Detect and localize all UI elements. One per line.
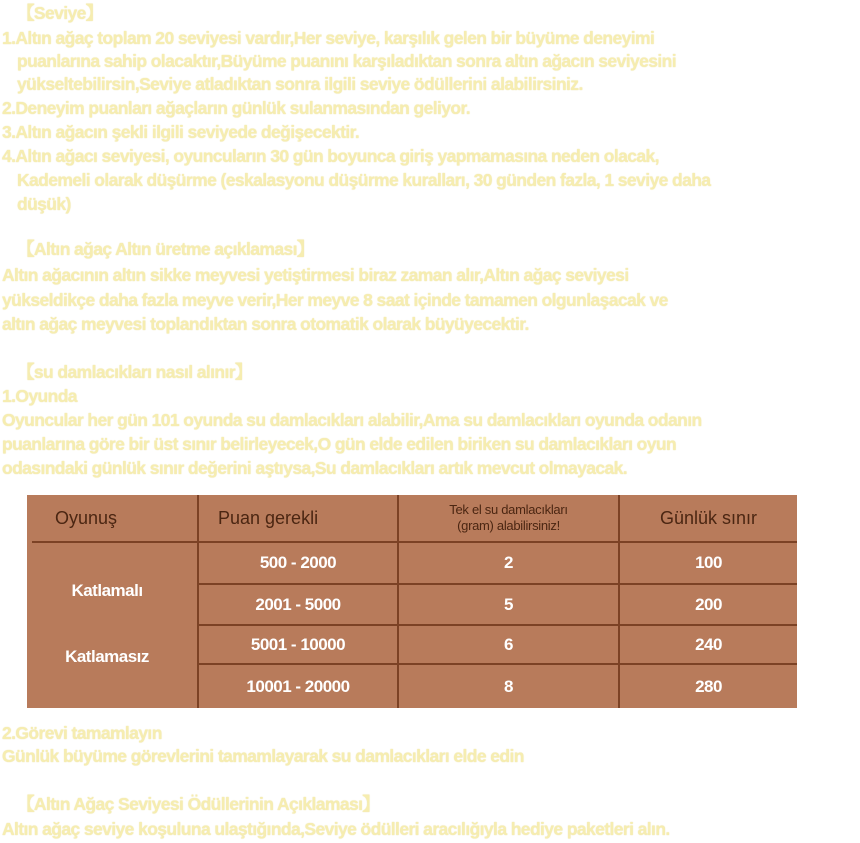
table-cell-droplets: 6 — [504, 634, 513, 654]
level-rule-4-line-3: düşük) — [17, 194, 71, 214]
table-cell-limit: 240 — [695, 634, 722, 654]
task-subheading: 2.Görevi tamamlayın — [2, 723, 162, 743]
level-rule-3: 3.Altın ağacın şekli ilgili seviyede değişecektir. — [2, 122, 360, 142]
table-cell-droplets: 5 — [504, 594, 513, 614]
table-cell-points: 500 - 2000 — [259, 553, 337, 572]
table-cell-limit: 200 — [695, 594, 722, 614]
gold-section-title: 【Altın ağaç Altın üretme açıklaması】 — [17, 239, 314, 259]
level-rule-4-line-2: Kademeli olarak düşürme (eskalasyonu düşürme kuralları, 30 günden fazla, 1 seviye daha — [17, 170, 711, 190]
table-header-daily-limit: Günlük sınır — [659, 507, 758, 528]
water-description-line-2: puanlarına göre bir üst sınır belirleyecek,O gün elde edilen biriken su damlacıkları oyun — [2, 434, 677, 454]
level-rule-2: 2.Deneyim puanları ağaçların günlük sulanmasından geliyor. — [2, 98, 470, 118]
level-rule-1-line-1: 1.Altın ağaç toplam 20 seviyesi vardır,Her seviye, karşılık gelen bir büyüme deneyimi — [2, 28, 655, 48]
level-section-title: 【Seviye】 — [17, 3, 103, 23]
water-description-line-1: Oyuncular her gün 101 oyunda su damlacıkları alabilir,Ama su damlacıkları oyunda odanın — [2, 410, 702, 430]
table-cell-droplets: 2 — [504, 553, 513, 572]
table-header-points: Puan gerekli — [218, 507, 319, 528]
water-description-line-3: odasındaki günlük sınır değerini aştıysa,Su damlacıkları artık mevcut olmayacak. — [2, 458, 628, 478]
table-header-game: Oyunuş — [55, 507, 118, 528]
table-cell-points: 5001 - 10000 — [250, 634, 346, 654]
reward-section-title: 【Altın Ağaç Seviyesi Ödüllerinin Açıklaması】 — [17, 794, 380, 814]
level-rule-1-line-2: puanlarına sahip olacaktır,Büyüme puanını karşıladıktan sonra altın ağacın seviyesini — [17, 51, 676, 71]
table-cell-limit: 100 — [695, 553, 722, 572]
water-subheading-in-game: 1.Oyunda — [2, 386, 77, 406]
level-rule-1-line-3: yükseltebilirsin,Seviye atladıktan sonra ilgili seviye ödüllerini alabilirsiniz. — [17, 74, 583, 94]
table-cell-points: 2001 - 5000 — [255, 594, 341, 614]
table-cell-droplets: 8 — [504, 676, 513, 696]
task-description: Günlük büyüme görevlerini tamamlayarak su damlacıkları elde edin — [2, 746, 524, 766]
gold-description-line-1: Altın ağacının altın sikke meyvesi yetiştirmesi biraz zaman alır,Altın ağaç seviyesi — [2, 265, 629, 285]
reward-description: Altın ağaç seviye koşuluna ulaştığında,Seviye ödülleri aracılığıyla hediye paketleri alın. — [2, 819, 670, 839]
table-cell-points: 10001 - 20000 — [246, 676, 350, 696]
water-limits-table — [27, 495, 797, 708]
table-group-non-stacked: Katlamasız — [65, 647, 149, 666]
gold-description-line-2: yükseldikçe daha fazla meyve verir,Her meyve 8 saat içinde tamamen olgunlaşacak ve — [2, 290, 668, 310]
table-group-stacked: Katlamalı — [71, 581, 143, 600]
gold-description-line-3: altın ağaç meyvesi toplandıktan sonra otomatik olarak büyüyecektir. — [2, 314, 529, 334]
level-rule-4-line-1: 4.Altın ağacı seviyesi, oyuncuların 30 gün boyunca giriş yapmamasına neden olacak, — [2, 146, 659, 166]
table-cell-limit: 280 — [695, 676, 722, 696]
water-section-title: 【su damlacıkları nasıl alınır】 — [17, 362, 252, 382]
table-header-droplets: Tek el su damlacıkları (gram) alabilirsiniz! — [449, 502, 568, 533]
